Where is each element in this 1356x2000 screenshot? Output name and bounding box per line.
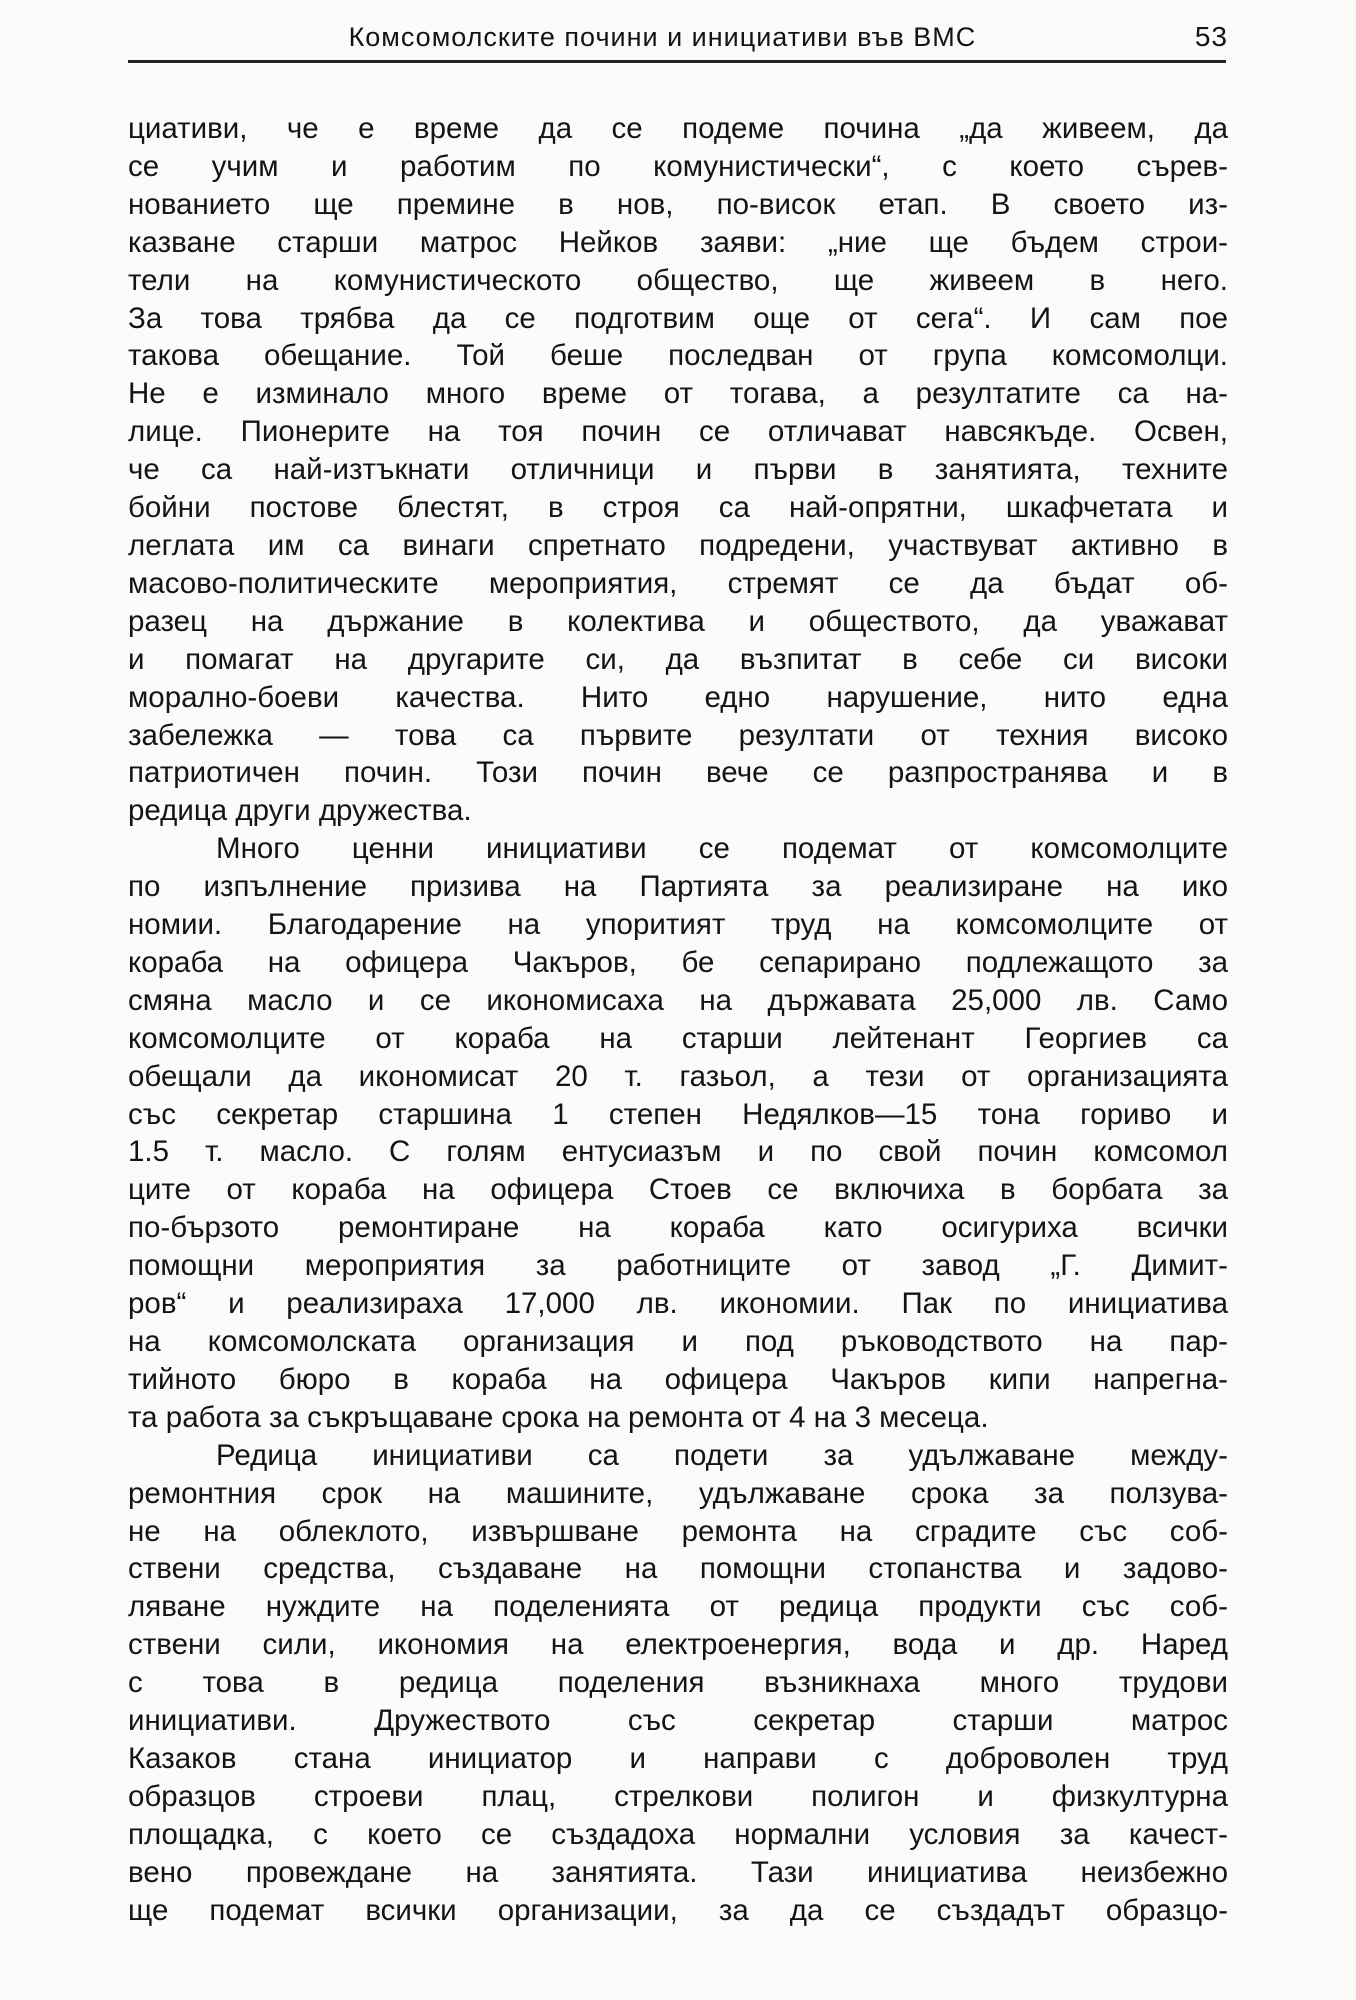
text-line: със секретар старшина 1 степен Недялков—15 тона гориво и	[128, 1097, 1228, 1131]
text-line: и помагат на другарите си, да възпитат в себе си високи	[128, 642, 1228, 676]
text-line: патриотичен почин. Този почин вече се разпространява и в	[128, 756, 1228, 790]
text-line: 1.5 т. масло. С голям ентусиазъм и по свой почин комсомол	[128, 1135, 1228, 1169]
text-line: казване старши матрос Нейков заяви: „ние ще бъдем строи-	[128, 225, 1228, 259]
text-line: ров“ и реализираха 17,000 лв. икономии. Пак по инициатива	[128, 1287, 1228, 1321]
text-line: на комсомолската организация и под ръководството на пар-	[128, 1325, 1228, 1358]
text-line: Много ценни инициативи се подемат от комсомолците	[216, 832, 1228, 866]
text-line: масово-политическите мероприятия, стремят се да бъдат об-	[128, 566, 1228, 600]
text-line: Редица инициативи са подети за удължаване между-	[216, 1438, 1228, 1472]
text-line: Не е изминало много време от тогава, а резултатите са на-	[128, 377, 1228, 411]
text-line: лице. Пионерите на тоя почин се отличават навсякъде. Освен,	[128, 415, 1228, 449]
text-line: бойни постове блестят, в строя са най-опрятни, шкафчетата и	[128, 491, 1228, 525]
text-line: ствени средства, създаване на помощни стопанства и задово-	[128, 1552, 1228, 1586]
text-line: с това в редица поделения възникнаха много трудови	[128, 1666, 1228, 1700]
paragraph	[128, 830, 1228, 1437]
text-line: смяна масло и се икономисаха на държавата 25,000 лв. Само	[128, 983, 1228, 1017]
text-line: комсомолците от кораба на старши лейтенант Георгиев са	[128, 1021, 1228, 1055]
text-line: разец на държание в колектива и обществото, да уважават	[128, 604, 1228, 638]
text-line: площадка, с което се създадоха нормални условия за качест-	[128, 1817, 1228, 1851]
header-rule	[128, 60, 1226, 63]
text-line: обещали да икономисат 20 т. газьол, а тези от организацията	[128, 1059, 1228, 1093]
body-text	[128, 110, 1228, 1930]
text-line: нованието ще премине в нов, по-висок етап. В своето из-	[128, 187, 1228, 221]
text-line: леглата им са винаги спретнато подредени, участвуват активно в	[128, 528, 1228, 562]
page-header	[130, 14, 1228, 60]
text-line: по изпълнение призива на Партията за реализиране на ико	[128, 870, 1228, 904]
text-line: та работа за съкръщаване срока на ремонта от 4 на 3 месеца.	[128, 1400, 989, 1434]
running-title: Комсомолските почини и инициативи във ВМС	[348, 21, 977, 52]
text-line: такова обещание. Той беше последван от група комсомолци.	[128, 339, 1228, 373]
text-line: вено провеждане на занятията. Тази инициатива неизбежно	[128, 1855, 1228, 1889]
text-line: редица други дружества.	[128, 794, 472, 828]
text-line: ремонтния срок на машините, удължаване срока за ползува-	[128, 1476, 1228, 1510]
text-line: тели на комунистическото общество, ще живеем в него.	[128, 263, 1228, 297]
text-line: образцов строеви плац, стрелкови полигон и физкултурна	[128, 1779, 1228, 1813]
text-line: ляване нуждите на поделенията от редица продукти със соб-	[128, 1590, 1228, 1624]
text-line: се учим и работим по комунистически“, с което сърев-	[128, 149, 1228, 183]
text-line: ще подемат всички организации, за да се създадът образцо-	[128, 1893, 1228, 1927]
paragraph	[128, 110, 1228, 830]
text-line: инициативи. Дружеството със секретар старши матрос	[128, 1704, 1228, 1738]
text-line: забележка — това са първите резултати от техния високо	[128, 718, 1228, 752]
text-line: по-бързото ремонтиране на кораба като осигуриха всички	[128, 1211, 1228, 1245]
text-line: Казаков стана инициатор и направи с доброволен труд	[128, 1741, 1228, 1775]
paragraph	[128, 1437, 1228, 1930]
text-line: тийното бюро в кораба на офицера Чакъров кипи напрегна-	[128, 1362, 1228, 1396]
text-line: ствени сили, икономия на електроенергия, вода и др. Наред	[128, 1628, 1228, 1662]
text-line: номии. Благодарение на упоритият труд на комсомолците от	[128, 908, 1228, 942]
text-line: кораба на офицера Чакъров, бе сепарирано подлежащото за	[128, 945, 1228, 979]
text-line: ците от кораба на офицера Стоев се включиха в борбата за	[128, 1173, 1228, 1207]
text-line: За това трябва да се подготвим още от сега“. И сам пое	[128, 301, 1228, 335]
page-number: 53	[1194, 21, 1228, 52]
text-line: циативи, че е време да се подеме почина „да живеем, да	[128, 112, 1228, 145]
text-line: че са най-изтъкнати отличници и първи в занятията, техните	[128, 453, 1228, 487]
text-line: не на облеклото, извършване ремонта на сградите със соб-	[128, 1514, 1228, 1548]
text-line: морално-боеви качества. Нито едно нарушение, нито една	[128, 680, 1228, 714]
text-line: помощни мероприятия за работниците от завод „Г. Димит-	[128, 1249, 1228, 1283]
